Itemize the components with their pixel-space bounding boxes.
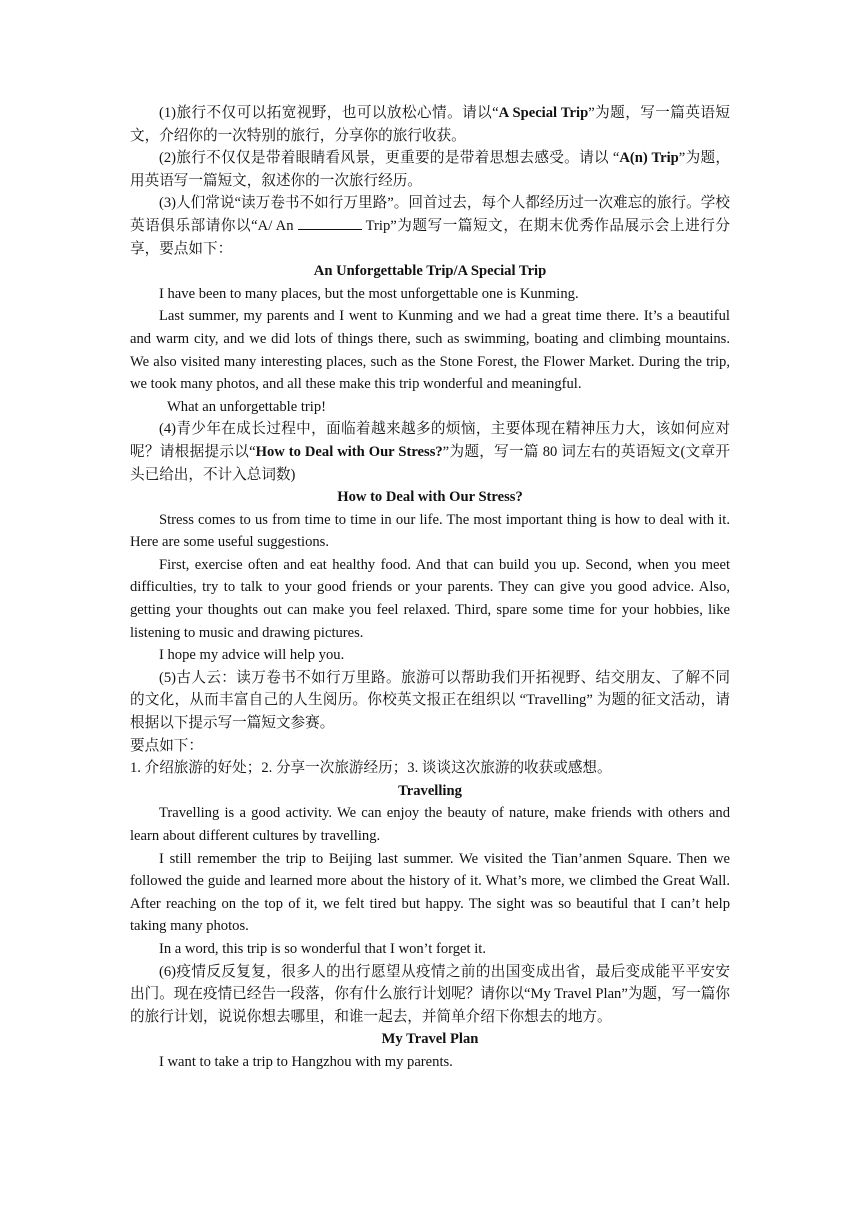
task-5-points: 1. 介绍旅游的好处；2. 分享一次旅游经历；3. 谈谈这次旅游的收获或感想。 — [130, 760, 612, 777]
task-3-prompt: (3)人们常说“读万卷书不如行万里路”。回首过去，每个人都经历过一次难忘的旅行。学校英语俱乐部请你以“A/ An Trip”为题写一篇短文，在期末优秀作品展示会上进行分享，要点如下： — [130, 195, 730, 257]
essay-2-paragraph: I hope my advice will help you. — [159, 647, 345, 664]
essay-1-title: An Unforgettable Trip/A Special Trip — [313, 263, 547, 280]
task-5-prompt: (5)古人云：读万卷书不如行万里路。旅游可以帮助我们开拓视野、结交朋友、了解不同的文化，从而丰富自己的人生阅历。你校英文报正在组织以 “Travelling” 为题的征文活动，请根据以下提示写一篇短文参赛。 — [130, 669, 730, 732]
essay-2-paragraph: Stress comes to us from time to time in our life. The most important thing is how to deal with it. Here are some useful suggestions. — [130, 511, 730, 551]
essay-4-paragraph: I want to take a trip to Hangzhou with my parents. — [159, 1053, 453, 1070]
essay-2-paragraph: First, exercise often and eat healthy food. And that can build you up. Second, when you meet difficulties, try to talk to your good friends or your parents. They can give you good advice. Also, getting your thoughts out can make you feel relaxed. Third, spare some time for your hobbies, like listening to music and drawing pictures. — [130, 556, 730, 641]
essay-3-paragraph: In a word, this trip is so wonderful that I won’t forget it. — [159, 940, 486, 957]
task-2-prompt: (2)旅行不仅仅是带着眼睛看风景，更重要的是带着思想去感受。请以 “A(n) Trip”为题，用英语写一篇短文，叙述你的一次旅行经历。 — [130, 150, 730, 189]
task-4-prompt: (4)青少年在成长过程中，面临着越来越多的烦恼，主要体现在精神压力大，该如何应对呢？请根据提示以“How to Deal with Our Stress?”为题，写一篇 80 词左右的英语短文(文章开头已给出，不计入总词数) — [130, 421, 730, 483]
essay-3-paragraph: I still remember the trip to Beijing last summer. We visited the Tian’anmen Square. Then we followed the guide and learned more about the history of it. What’s more, we climbed the Great Wall. After reaching on the top of it, we felt tired but happy. The sight was so beautiful that I can’t help taking many photos. — [130, 850, 730, 935]
essay-1-paragraph: What an unforgettable trip! — [167, 398, 326, 415]
essay-3-title: Travelling — [398, 782, 462, 799]
task-1-prompt: (1)旅行不仅可以拓宽视野，也可以放松心情。请以“A Special Trip”为题，写一篇英语短文，介绍你的一次特别的旅行，分享你的旅行收获。 — [130, 105, 730, 144]
essay-4-title: My Travel Plan — [381, 1031, 479, 1048]
task-6-prompt: (6)疫情反反复复，很多人的出行愿望从疫情之前的出国变成出省，最后变成能平平安安出门。现在疫情已经告一段落，你有什么旅行计划呢？请你以“My Travel Plan”为题，写一篇你的旅行计划，说说你想去哪里，和谁一起去，并简单介绍下你想去的地方。 — [130, 963, 730, 1025]
essay-1-paragraph: Last summer, my parents and I went to Kunming and we had a great time there. It’s a beautiful and warm city, and we did lots of things there, such as swimming, boating and climbing mountains. We also visited many interesting places, such as the Stone Forest, the Flower Market. During the trip, we took many photos, and all these make this trip wonderful and meaningful. — [130, 308, 730, 393]
document-page — [130, 102, 730, 1074]
essay-1-paragraph: I have been to many places, but the most unforgettable one is Kunming. — [159, 285, 579, 302]
fill-in-blank — [298, 217, 362, 230]
task-5-points-label: 要点如下： — [130, 737, 203, 754]
essay-2-title: How to Deal with Our Stress? — [337, 489, 523, 506]
essay-3-paragraph: Travelling is a good activity. We can enjoy the beauty of nature, make friends with others and learn about different cultures by travelling. — [130, 805, 730, 844]
